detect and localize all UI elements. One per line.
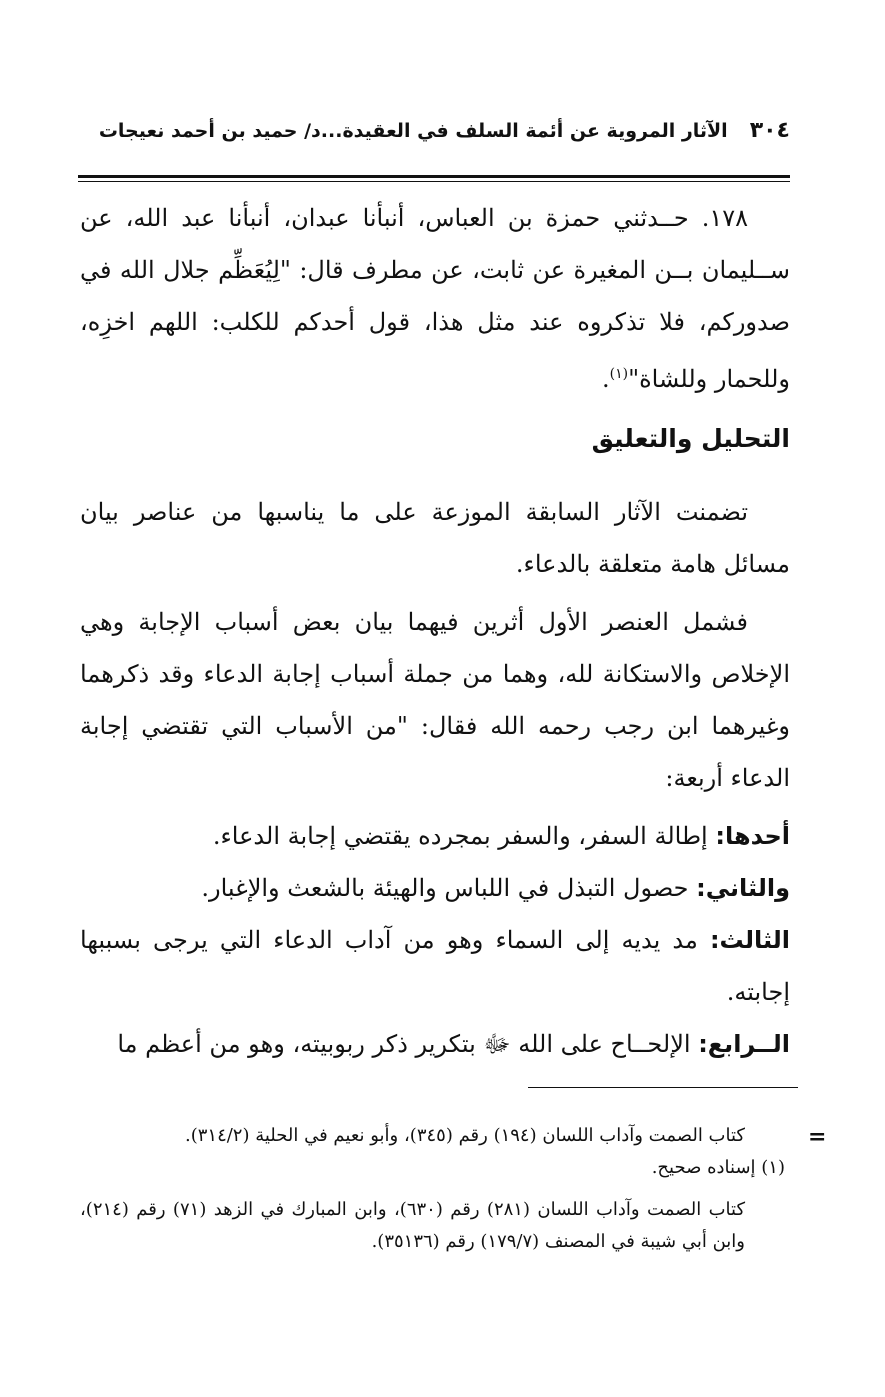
hadith-text: ١٧٨. حــدثني حمزة بن العباس، أنبأنا عبدان، أنبأنا عبد الله، عن ســليمان بــن المغيرة عن ثابت، عن مطرف قال: "لِيُعَظِّم جلال الله في صدوركم، فلا تذكروه عند مثل هذا، قول أحدكم للكلب: اللهم اخزِه، وللحمار وللشاة" bbox=[80, 204, 790, 393]
list-item bbox=[80, 1018, 790, 1070]
running-header bbox=[80, 118, 790, 143]
item-label: الــرابع: bbox=[698, 1030, 790, 1058]
section-heading: التحليل والتعليق bbox=[591, 424, 790, 453]
item-text: إطالة السفر، والسفر بمجرده يقتضي إجابة الدعاء. bbox=[212, 822, 708, 850]
header-rule-thick bbox=[78, 175, 790, 178]
continuation-mark: = bbox=[808, 1124, 827, 1150]
footnotes bbox=[80, 1120, 785, 1258]
item-text: الإلحــاح على الله ﷻ بتكرير ذكر ربوبيته، وهو من أعظم ما bbox=[117, 1030, 691, 1058]
footnote-ref: (١) bbox=[609, 366, 629, 382]
footnote-1: (١) إسناده صحيح. bbox=[651, 1157, 785, 1178]
paragraph-first-element: فشمل العنصر الأول أثرين فيهما بيان بعض أسباب الإجابة وهي الإخلاص والاستكانة لله، وهما من جملة أسباب إجابة الدعاء وقد ذكرهما وغيرهما ابن رجب رحمه الله فقال: "من الأسباب التي تقتضي إجابة الدعاء أربعة: bbox=[80, 608, 790, 792]
list-item bbox=[80, 914, 790, 1018]
page-number: ٣٠٤ bbox=[749, 118, 790, 143]
body-block bbox=[80, 486, 790, 1070]
list-item bbox=[80, 862, 790, 914]
item-text: مد يديه إلى السماء وهو من آداب الدعاء التي يرجى بسببها إجابته. bbox=[80, 926, 790, 1006]
hadith-block bbox=[80, 192, 790, 411]
hadith-paragraph bbox=[80, 192, 790, 405]
footnote-1-detail: كتاب الصمت وآداب اللسان (٢٨١) رقم (٦٣٠)، وابن المبارك في الزهد (٧١) رقم (٢١٤)، وابن أبي شيبة في المصنف (١٧٩/٧) رقم (٣٥١٣٦). bbox=[80, 1199, 746, 1252]
item-label: والثاني: bbox=[696, 874, 790, 902]
footnote-separator bbox=[528, 1087, 798, 1088]
footnote-continuation: كتاب الصمت وآداب اللسان (١٩٤) رقم (٣٤٥)، وأبو نعيم في الحلية (٣١٤/٢). bbox=[184, 1125, 745, 1146]
list-item bbox=[80, 810, 790, 862]
item-text: حصول التبذل في اللباس والهيئة بالشعث والإغبار. bbox=[201, 874, 689, 902]
hadith-end: . bbox=[601, 365, 610, 393]
item-label: أحدها: bbox=[715, 822, 790, 850]
header-rule-thin bbox=[78, 181, 790, 182]
paragraph-intro: تضمنت الآثار السابقة الموزعة على ما يناسبها من عناصر بيان مسائل هامة متعلقة بالدعاء. bbox=[80, 498, 790, 578]
header-title: الآثار المروية عن أئمة السلف في العقيدة...د/ حميد بن أحمد نعيجات bbox=[98, 120, 728, 142]
item-label: الثالث: bbox=[709, 926, 790, 954]
